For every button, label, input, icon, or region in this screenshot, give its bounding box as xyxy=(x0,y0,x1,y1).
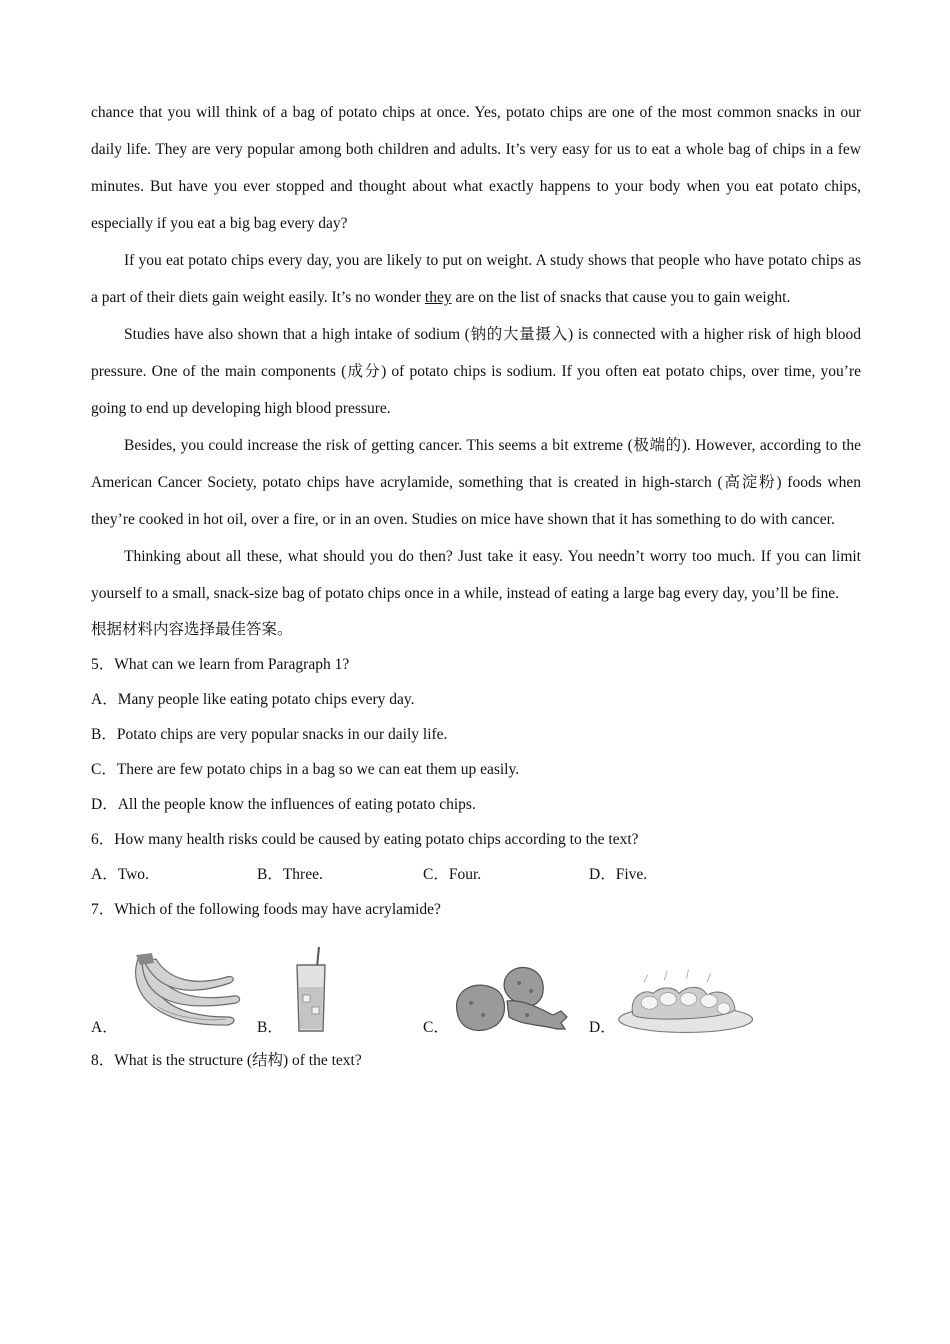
question-7-option-d[interactable] xyxy=(589,959,755,1039)
question-6-stem: 6．How many health risks could be caused by eating potato chips according to the text? xyxy=(91,831,639,848)
question-6 xyxy=(91,822,861,892)
passage-paragraph-1: chance that you will think of a bag of potato chips at once. Yes, potato chips are one of the most common snacks in our daily life. They are very popular among both children and adults. It’s very easy for us to eat a whole bag of chips in a few minutes. But have you ever stopped and thought about what exactly happens to your body when you eat potato chips, especially if you eat a big bag every day? xyxy=(91,104,861,232)
question-7-option-c[interactable] xyxy=(423,959,589,1039)
p2-text-after: are on the list of snacks that cause you to gain weight. xyxy=(451,289,791,306)
question-8 xyxy=(91,1043,861,1078)
question-7-option-b-label: B． xyxy=(257,1019,283,1036)
question-7-options xyxy=(91,929,861,1039)
question-7-option-b[interactable] xyxy=(257,947,423,1039)
question-7-option-a[interactable] xyxy=(91,947,257,1039)
question-5-option-d[interactable]: D．All the people know the influences of eating potato chips. xyxy=(91,796,476,813)
question-6-option-b[interactable]: B．Three. xyxy=(257,866,323,883)
question-5-option-c[interactable]: C．There are few potato chips in a bag so we can eat them up easily. xyxy=(91,761,520,778)
bananas-icon xyxy=(118,947,248,1039)
question-6-option-a[interactable]: A．Two. xyxy=(91,866,149,883)
question-5-option-a[interactable]: A．Many people like eating potato chips every day. xyxy=(91,691,415,708)
passage-paragraph-3: Studies have also shown that a high intake of sodium (钠的大量摄入) is connected with a higher risk of high blood pressure. One of the main components (成分) of potato chips is sodium. If you often eat potato chips, over time, you’re going to end up developing high blood pressure. xyxy=(91,326,861,417)
question-7-option-d-label: D． xyxy=(589,1019,616,1036)
question-7-option-a-label: A． xyxy=(91,1019,118,1036)
passage-paragraph-2 xyxy=(91,242,861,316)
question-5 xyxy=(91,647,861,822)
fried-chicken-icon xyxy=(449,959,579,1039)
cake-icon xyxy=(616,959,755,1039)
question-5-option-b[interactable]: B．Potato chips are very popular snacks in our daily life. xyxy=(91,726,448,743)
question-7 xyxy=(91,892,861,1039)
question-7-option-c-label: C． xyxy=(423,1019,449,1036)
instruction: 根据材料内容选择最佳答案。 xyxy=(91,621,293,638)
passage-paragraph-4: Besides, you could increase the risk of getting cancer. This seems a bit extreme (极端的). However, according to the American Cancer Society, potato chips have acrylamide, something that is created in high-starch (高淀粉) foods when they’re cooked in hot oil, over a fire, or in an oven. Studies on mice have shown that it has something to do with cancer. xyxy=(91,437,861,528)
question-6-options xyxy=(91,857,861,892)
question-6-option-c[interactable]: C．Four. xyxy=(423,866,482,883)
passage-paragraph-5: Thinking about all these, what should you do then? Just take it easy. You needn’t worry too much. If you can limit yourself to a small, snack-size bag of potato chips once in a while, instead of eating a large bag every day, you’ll be fine. xyxy=(91,548,861,602)
drink-glass-icon xyxy=(283,947,343,1039)
document-page xyxy=(91,94,861,1078)
underlined-word: they xyxy=(424,289,452,306)
p2-text-before: If you eat potato chips every day, you are likely to put on weight. A study shows that people who have potato chips as a part of their diets gain weight easily. It’s no wonder xyxy=(91,252,861,306)
question-5-stem: 5．What can we learn from Paragraph 1? xyxy=(91,656,350,673)
question-8-stem: 8．What is the structure (结构) of the text? xyxy=(91,1052,362,1069)
question-6-option-d[interactable]: D．Five. xyxy=(589,866,648,883)
question-7-stem: 7．Which of the following foods may have acrylamide? xyxy=(91,901,441,918)
